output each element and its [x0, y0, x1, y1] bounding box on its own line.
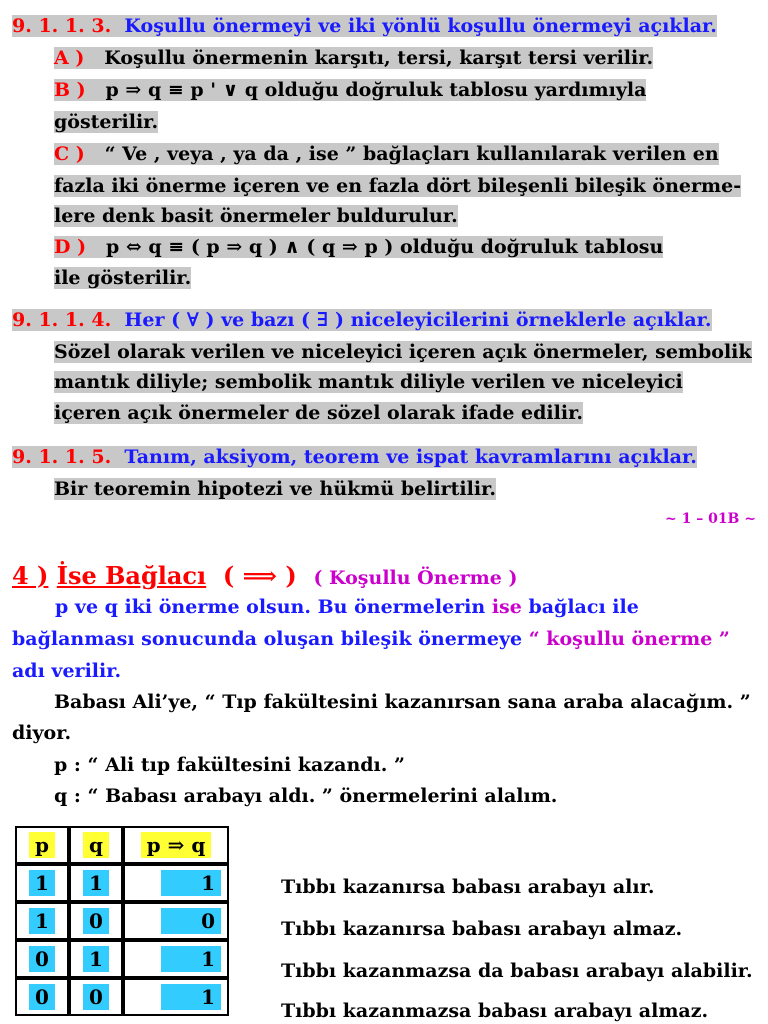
objective-title: Tanım, aksiyom, teorem ve ispat kavramlarını açıklar. [124, 446, 697, 468]
truth-table [15, 826, 229, 1016]
objective-heading [12, 13, 717, 39]
table-header-cell: q [69, 826, 123, 864]
table-header-cell: p [15, 826, 69, 864]
example-line: Babası Ali’ye, “ Tıp fakültesini kazanırsan sana araba alacağım. ” [54, 691, 751, 713]
objective-code: 9. 1. 1. 4. [12, 309, 112, 331]
table-header-cell: p ⇒ q [123, 826, 229, 864]
objective-heading [12, 444, 697, 470]
list-item: D ) p ⇔ q ≡ ( p ⇒ q ) ∧ ( q ⇒ p ) olduğu doğruluk tablosu [54, 236, 664, 258]
row-explanation: Tıbbı kazanırsa babası arabayı alır. [281, 876, 655, 898]
intro-line: p ve q iki önerme olsun. Bu önermelerin ise bağlacı ile [55, 596, 639, 618]
list-item: B ) p ⇒ q ≡ p ' ∨ q olduğu doğruluk tablosu yardımıyla [54, 79, 647, 101]
table-header-row [15, 826, 229, 864]
table-row: 0 1 1 [15, 940, 229, 978]
list-item-cont: fazla iki önerme içeren ve en fazla dört bileşenli bileşik önerme- [54, 175, 742, 197]
table-row: 1 1 1 [15, 864, 229, 902]
objective-text: Bir teoremin hipotezi ve hükmü belirtilir. [54, 478, 496, 500]
list-item-cont: ile gösterilir. [54, 267, 192, 289]
objective-text: mantık diliyle; sembolik mantık diliyle verilen ve niceleyici [54, 371, 683, 393]
p-definition: p : “ Ali tıp fakültesini kazandı. ” [54, 754, 405, 776]
objective-text: içeren açık önermeler de sözel olarak ifade edilir. [54, 402, 583, 424]
objective-text: Sözel olarak verilen ve niceleyici içeren açık önermeler, sembolik [54, 341, 752, 363]
list-item: C ) “ Ve , veya , ya da , ise ” bağlaçları kullanılarak verilen en [54, 143, 719, 165]
list-item: A ) Koşullu önermenin karşıtı, tersi, karşıt tersi verilir. [54, 47, 654, 69]
table-row: 1 0 0 [15, 902, 229, 940]
list-item-cont: gösterilir. [54, 111, 159, 133]
row-explanation: Tıbbı kazanmazsa da babası arabayı alabilir. [281, 960, 753, 982]
row-explanation: Tıbbı kazanırsa babası arabayı almaz. [281, 918, 683, 940]
page-label: ~ 1 – 01B ~ [664, 511, 756, 527]
section-title: 4 ) İse Bağlacı ( ⟹ ) ( Koşullu Önerme ) [12, 561, 518, 590]
q-definition: q : “ Babası arabayı aldı. ” önermelerini alalım. [54, 785, 558, 807]
list-item-cont: lere denk basit önermeler buldurulur. [54, 205, 458, 227]
objective-heading [12, 307, 712, 333]
objective-code: 9. 1. 1. 5. [12, 446, 112, 468]
objective-title: Koşullu önermeyi ve iki yönlü koşullu önermeyi açıklar. [124, 15, 717, 37]
table-row: 0 0 1 [15, 978, 229, 1016]
example-line: diyor. [12, 722, 72, 744]
intro-line: bağlanması sonucunda oluşan bileşik önermeye “ koşullu önerme ” [12, 628, 730, 650]
intro-line: adı verilir. [12, 660, 122, 682]
row-explanation: Tıbbı kazanmazsa babası arabayı almaz. [281, 1000, 709, 1022]
objective-title: Her ( ∀ ) ve bazı ( ∃ ) niceleyicilerini örneklerle açıklar. [124, 309, 712, 331]
objective-code: 9. 1. 1. 3. [12, 15, 112, 37]
